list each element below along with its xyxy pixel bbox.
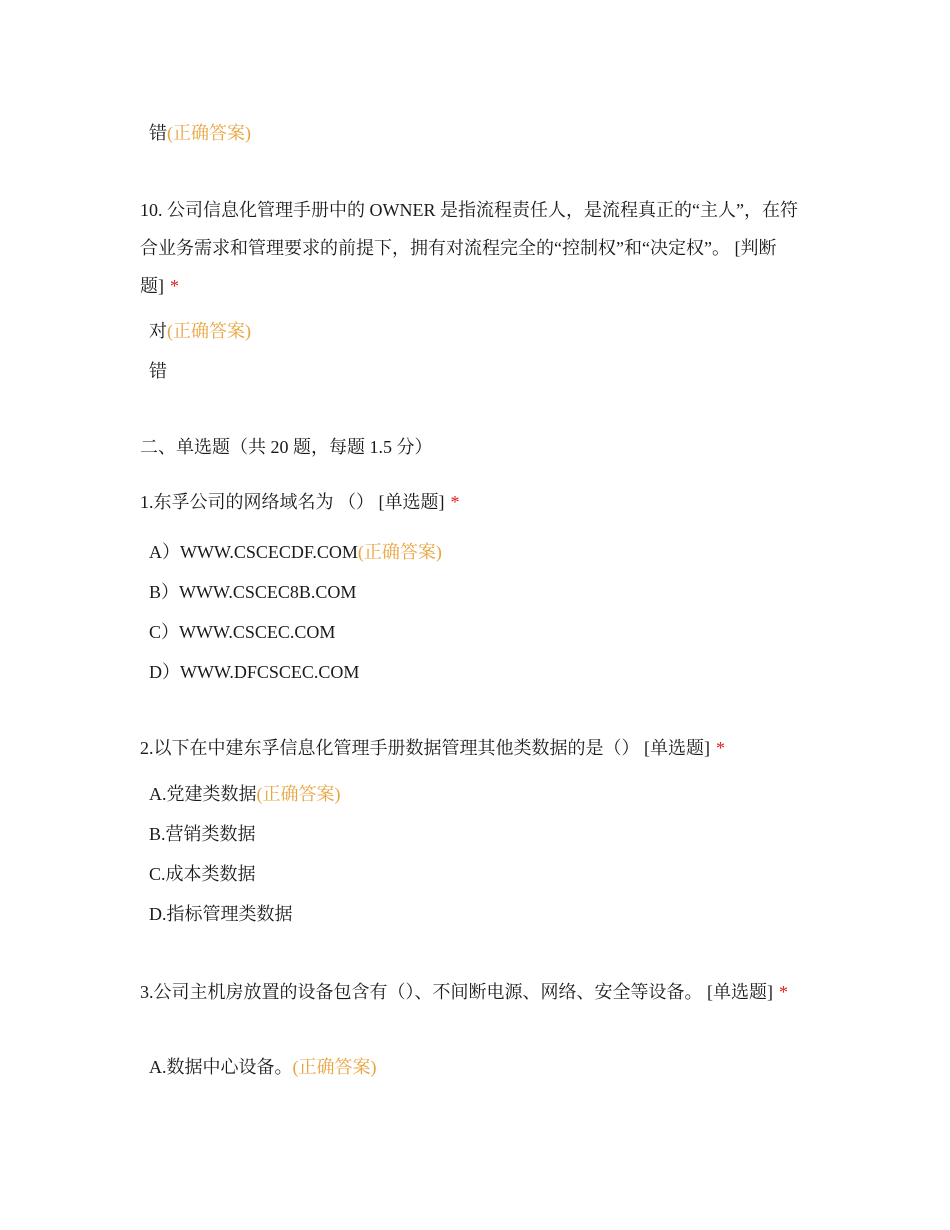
s3-option-a (149, 1053, 377, 1081)
correct-answer-marker: (正确答案) (256, 784, 341, 804)
s1-option-a (149, 538, 442, 566)
s1-option-d: D）WWW.DFCSCEC.COM (149, 662, 360, 682)
section-heading: 二、单选题（共 20 题，每题 1.5 分） (140, 437, 433, 457)
option-label: 对 (149, 321, 167, 341)
question-text: 2.以下在中建东孚信息化管理手册数据管理其他类数据的是（） [单选题] (140, 738, 710, 758)
question-text: 1.东孚公司的网络域名为 （） [单选题] (140, 492, 445, 512)
s1-option-c: C）WWW.CSCEC.COM (149, 622, 336, 642)
correct-answer-marker: (正确答案) (167, 321, 251, 341)
required-marker: * (779, 982, 788, 1002)
option-label: A.党建类数据 (149, 784, 257, 804)
required-marker: * (716, 738, 725, 758)
s2-option-a (149, 780, 341, 808)
option-label: 错 (149, 123, 167, 143)
single-question-3 (140, 977, 808, 1008)
option-label: A）WWW.CSCECDF.COM (149, 542, 358, 562)
s2-option-b: B.营销类数据 (149, 824, 256, 844)
s1-option-b: B）WWW.CSCEC8B.COM (149, 582, 357, 602)
q10-option-false (149, 357, 167, 385)
option-label: A.数据中心设备。 (149, 1057, 293, 1077)
question-text: 3.公司主机房放置的设备包含有（）、不间断电源、网络、安全等设备。 [单选题] (140, 982, 773, 1002)
question-text: 10. 公司信息化管理手册中的 OWNER 是指流程责任人，是流程真正的“主人”，在符合业务需求和管理要求的前提下，拥有对流程完全的“控制权”和“决定权”。 [判断题] (140, 200, 798, 296)
s2-option-d: D.指标管理类数据 (149, 904, 293, 924)
single-question-2 (140, 734, 808, 762)
required-marker: * (450, 492, 460, 512)
option-label: 错 (149, 361, 167, 381)
required-marker: * (170, 276, 179, 296)
question-10 (140, 191, 808, 305)
correct-answer-marker: (正确答案) (357, 542, 442, 562)
s2-option-c: C.成本类数据 (149, 864, 256, 884)
correct-answer-marker: (正确答案) (167, 123, 251, 143)
single-question-1 (140, 488, 808, 516)
prev-option-wrong (149, 119, 251, 147)
q10-option-true (149, 317, 251, 345)
correct-answer-marker: (正确答案) (292, 1057, 377, 1077)
